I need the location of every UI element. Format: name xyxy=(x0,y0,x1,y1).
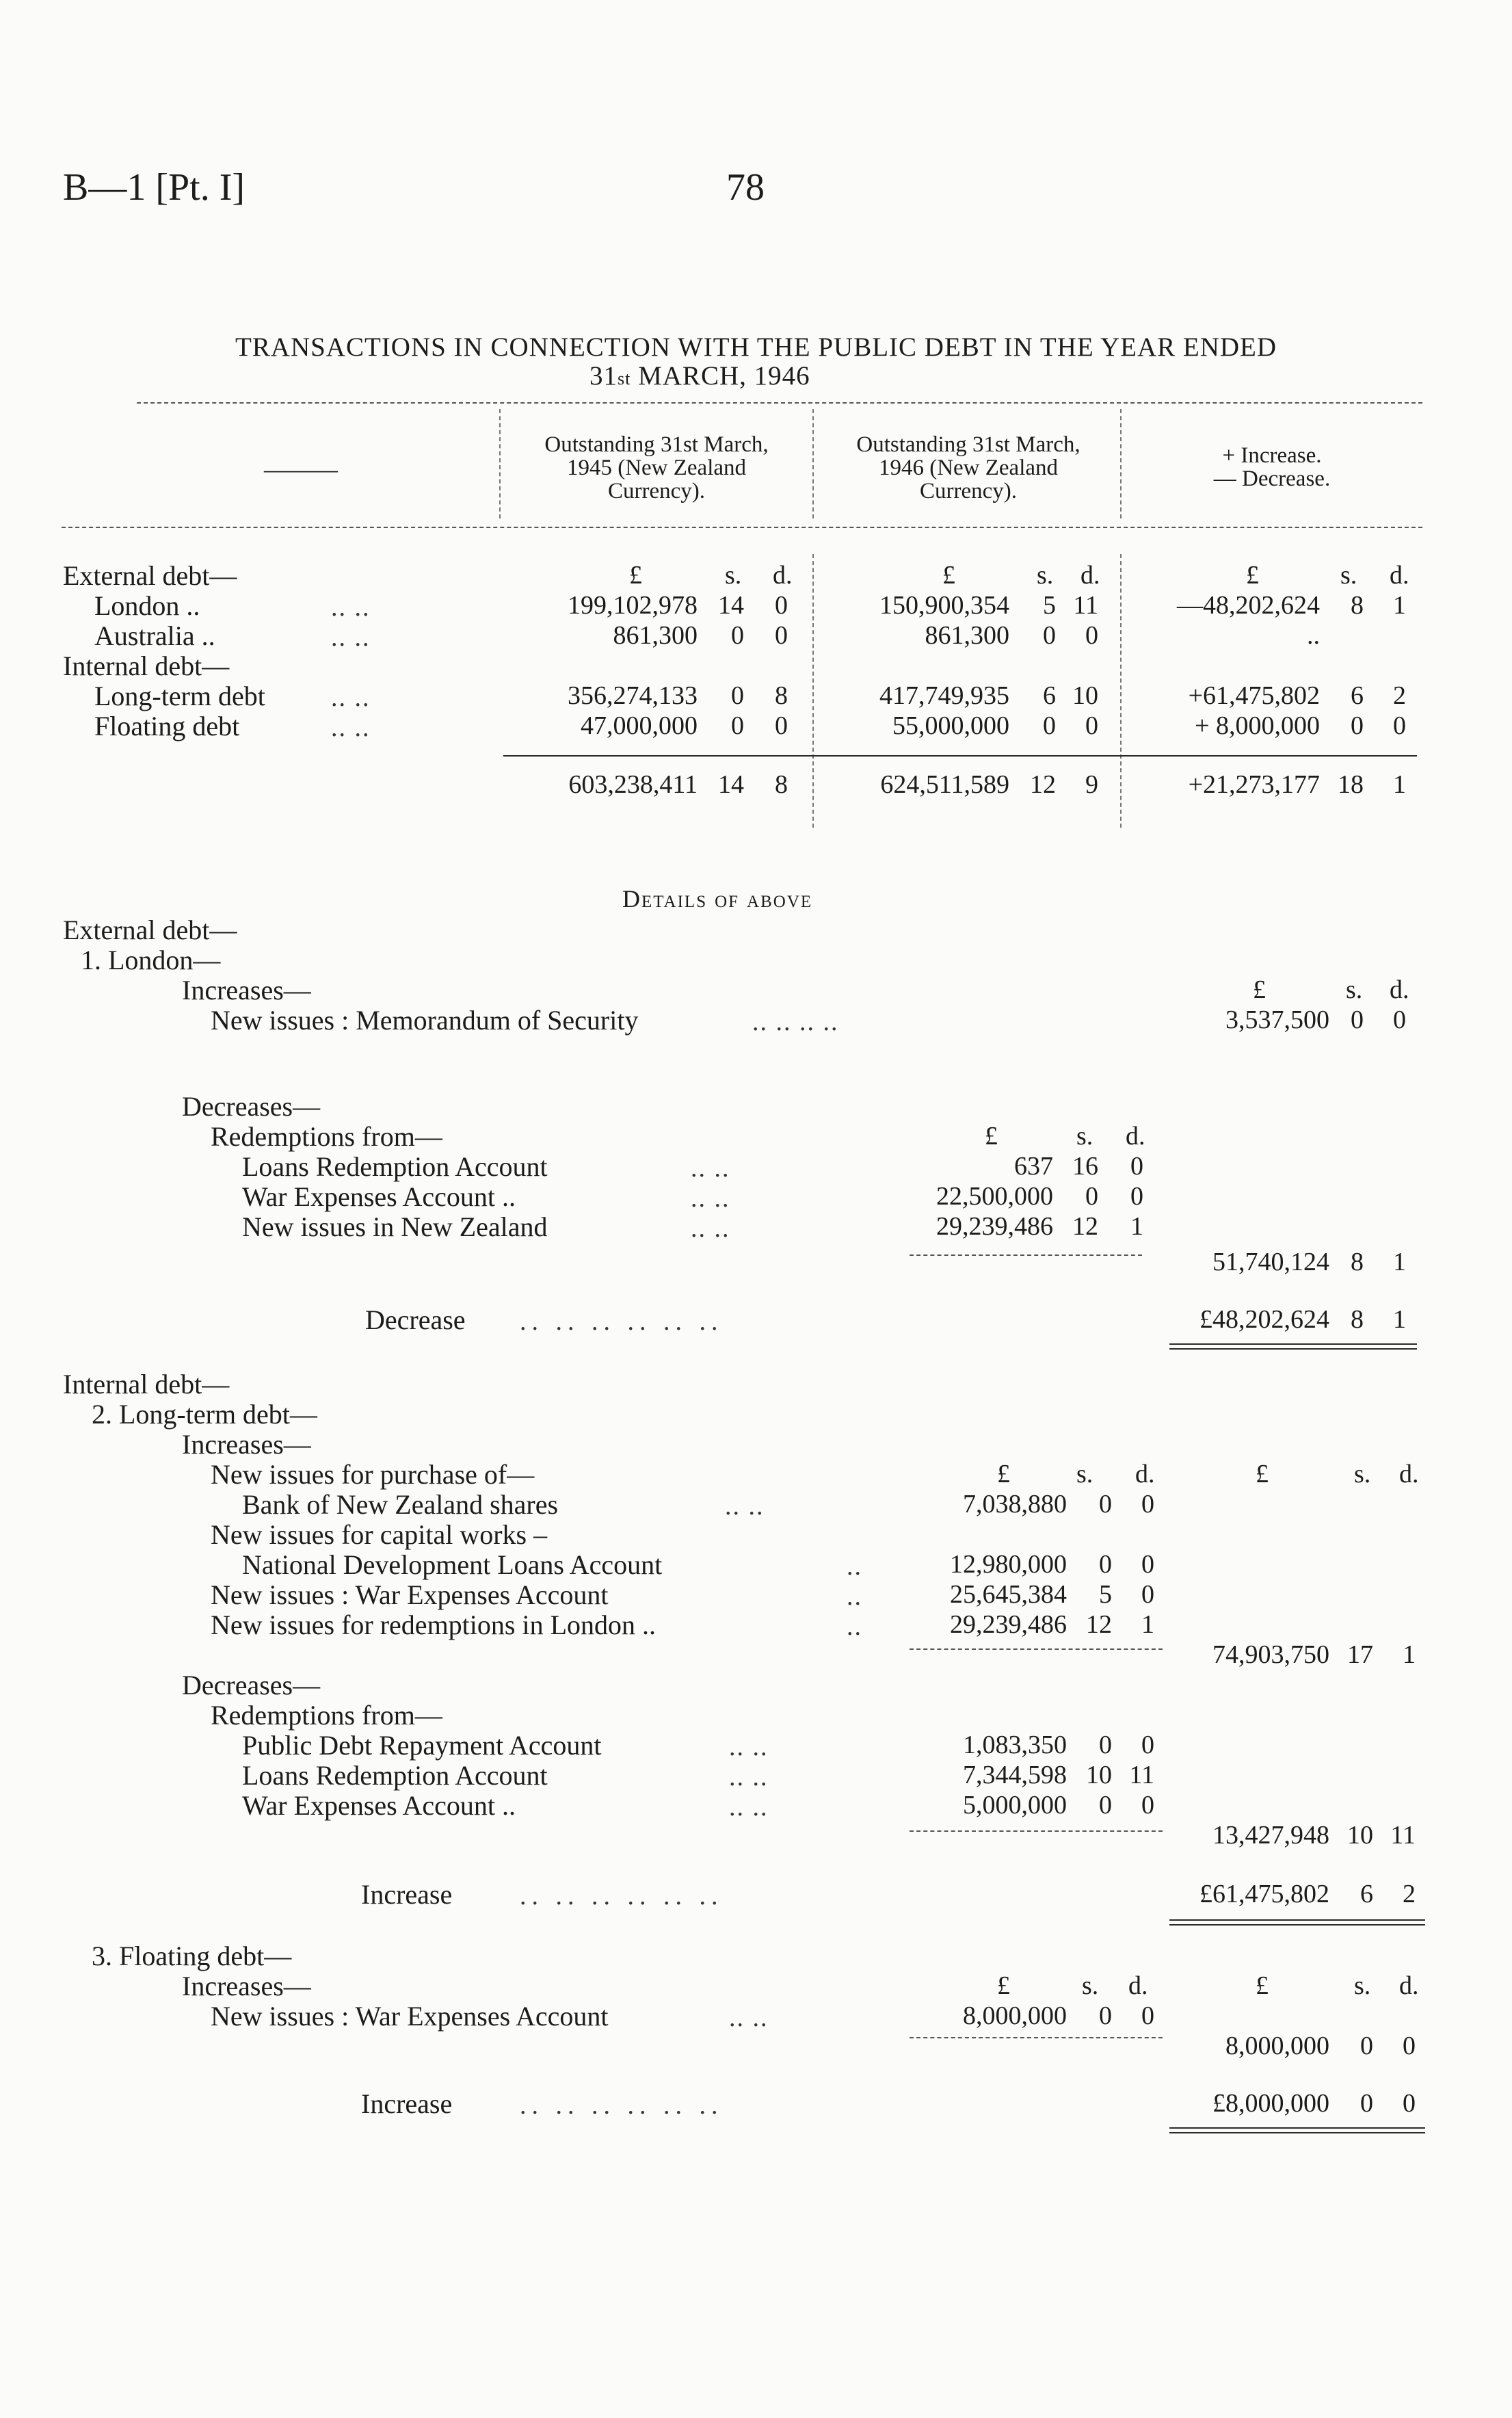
cell-amount: 417,749,935 xyxy=(879,681,1009,710)
long-term-decreases-total: 13,427,948 xyxy=(1212,1821,1329,1850)
redemption-pence: 0 xyxy=(1130,1152,1143,1181)
war-issues-shillings: 5 xyxy=(1099,1580,1112,1609)
unit-shillings: s. xyxy=(1076,1122,1093,1151)
cell-pence: 8 xyxy=(775,681,788,710)
london-new-issues-amount: 3,537,500 xyxy=(1225,1006,1329,1034)
leader-dots: .. .. xyxy=(331,623,371,652)
redemption-amount: 22,500,000 xyxy=(936,1182,1053,1211)
net-underline xyxy=(1169,1348,1417,1350)
total-change: +21,273,177 xyxy=(1188,770,1320,799)
long-term-decreases-pence: 11 xyxy=(1390,1821,1416,1850)
floating-new-issues-label: New issues : War Expenses Account xyxy=(211,2001,609,2032)
cell-shillings: 0 xyxy=(1043,711,1056,740)
row-label-internal: Internal debt— xyxy=(63,651,230,681)
london-redemptions-label: Redemptions from— xyxy=(211,1121,442,1152)
col1-header-line: 1945 (New Zealand xyxy=(566,456,747,480)
cell-shillings: 6 xyxy=(1351,681,1364,710)
long-term-increases-shillings: 17 xyxy=(1347,1640,1373,1669)
subtotal-rule xyxy=(910,1830,1163,1832)
long-term-decreases-label: Decreases— xyxy=(182,1670,321,1700)
col3-header-line: — Decrease. xyxy=(1213,466,1331,491)
cell-amount: 55,000,000 xyxy=(892,711,1009,740)
unit-shillings: s. xyxy=(1354,1460,1371,1488)
col3-header-line: + Increase. xyxy=(1222,443,1322,468)
col1-header-line: Outstanding 31st March, xyxy=(544,432,769,457)
cell-shillings: 14 xyxy=(718,591,744,620)
unit-pence: d. xyxy=(1080,561,1100,590)
london-new-issues-shillings: 0 xyxy=(1351,1006,1364,1034)
long-term-increases-total: 74,903,750 xyxy=(1212,1640,1329,1669)
unit-pound: £ xyxy=(997,1460,1010,1488)
capital-works-label: New issues for capital works – xyxy=(211,1519,548,1550)
total-pence: 8 xyxy=(775,770,788,799)
unit-pound: £ xyxy=(1246,561,1259,590)
leader-dots: .. .. xyxy=(729,1793,769,1822)
cell-change: —48,202,624 xyxy=(1177,591,1320,620)
long-term-net-shillings: 6 xyxy=(1360,1880,1373,1908)
leader-dots: .. .. xyxy=(729,2003,769,2032)
cell-shillings: 8 xyxy=(1351,591,1364,620)
floating-net-shillings: 0 xyxy=(1360,2089,1373,2118)
long-term-net-amount: £61,475,802 xyxy=(1199,1880,1329,1908)
cell-shillings: 6 xyxy=(1043,681,1056,710)
internal-debt-heading: Internal debt— xyxy=(63,1369,230,1399)
london-net-label: Decrease xyxy=(365,1304,466,1335)
unit-pound: £ xyxy=(629,561,642,590)
unit-pence: d. xyxy=(1126,1122,1145,1151)
blank-column-header: ——— xyxy=(264,456,338,483)
cell-pence: 0 xyxy=(775,711,788,740)
cell-pence: 11 xyxy=(1073,591,1098,620)
unit-pound: £ xyxy=(997,1971,1010,2000)
london-decreases-label: Decreases— xyxy=(182,1091,321,1122)
redemption-amount: 29,239,486 xyxy=(936,1212,1053,1241)
cell-pence: 1 xyxy=(1393,591,1406,620)
redemption-pence: 1 xyxy=(1130,1212,1143,1241)
col2-header-line: 1946 (New Zealand xyxy=(878,456,1059,480)
table-title-line2: 31st MARCH, 1946 xyxy=(589,361,810,391)
column-divider xyxy=(812,409,814,518)
cell-shillings: 0 xyxy=(1351,711,1364,740)
long-term-heading: 2. Long-term debt— xyxy=(92,1399,317,1430)
leader-dots: .. .. xyxy=(725,1492,765,1521)
redemption-amount: 1,083,350 xyxy=(963,1731,1067,1759)
floating-increases-shillings: 0 xyxy=(1360,2032,1373,2060)
redemption-label: Public Debt Repayment Account xyxy=(242,1730,602,1761)
total-shillings: 12 xyxy=(1030,770,1056,799)
leader-dots: .. .. .. .. .. .. xyxy=(520,1882,724,1910)
redemption-pence: 11 xyxy=(1129,1761,1154,1789)
long-term-increases-label: Increases— xyxy=(182,1429,311,1460)
unit-shillings: s. xyxy=(725,561,742,590)
total-amount: 603,238,411 xyxy=(568,770,698,799)
cell-shillings: 0 xyxy=(731,711,744,740)
header-top-rule xyxy=(137,402,1422,404)
unit-shillings: s. xyxy=(1346,975,1363,1004)
cell-amount: 199,102,978 xyxy=(568,591,698,620)
total-amount: 624,511,589 xyxy=(880,770,1009,799)
redemption-shillings: 0 xyxy=(1099,1731,1112,1759)
purchase-label: New issues for purchase of— xyxy=(211,1459,535,1490)
unit-pence: d. xyxy=(1390,975,1409,1004)
bank-shares-shillings: 0 xyxy=(1099,1490,1112,1519)
cell-shillings: 0 xyxy=(1043,621,1056,650)
cell-pence: 0 xyxy=(775,591,788,620)
table-title-line1: TRANSACTIONS IN CONNECTION WITH THE PUBLIC DEBT IN THE YEAR ENDED xyxy=(235,332,1277,362)
leader-dots: .. .. xyxy=(729,1763,769,1791)
unit-shillings: s. xyxy=(1076,1460,1093,1488)
long-term-net-label: Increase xyxy=(361,1879,453,1910)
redemption-amount: 7,344,598 xyxy=(963,1761,1067,1789)
net-underline xyxy=(1169,1343,1417,1345)
cell-amount: 150,900,354 xyxy=(879,591,1009,620)
war-issues-amount: 25,645,384 xyxy=(950,1580,1067,1609)
floating-net-pence: 0 xyxy=(1403,2089,1416,2118)
leader-dots: .. .. xyxy=(729,1733,769,1761)
row-label: Australia .. xyxy=(94,620,215,651)
war-issues-pence: 0 xyxy=(1141,1580,1154,1609)
floating-net-amount: £8,000,000 xyxy=(1212,2089,1329,2118)
leader-dots: .. xyxy=(847,1582,862,1611)
redemption-shillings: 0 xyxy=(1099,1791,1112,1819)
col2-header-line: Outstanding 31st March, xyxy=(856,432,1080,457)
ndl-label: National Development Loans Account xyxy=(242,1549,663,1580)
unit-shillings: s. xyxy=(1340,561,1357,590)
floating-new-issues-shillings: 0 xyxy=(1099,2001,1112,2030)
row-label: Long-term debt xyxy=(94,681,265,711)
long-term-increases-pence: 1 xyxy=(1403,1640,1416,1669)
unit-pence: d. xyxy=(1135,1460,1155,1488)
bank-shares-pence: 0 xyxy=(1141,1490,1154,1519)
column-divider xyxy=(499,409,501,518)
ndl-amount: 12,980,000 xyxy=(950,1550,1067,1579)
london-heading: 1. London— xyxy=(81,945,221,975)
unit-pence: d. xyxy=(1128,1971,1148,2000)
unit-pound: £ xyxy=(1253,975,1266,1004)
subtotal-rule xyxy=(910,1254,1142,1256)
london-net-amount: £48,202,624 xyxy=(1199,1305,1329,1334)
redemption-shillings: 12 xyxy=(1072,1212,1098,1241)
london-decreases-total: 51,740,124 xyxy=(1212,1248,1329,1276)
long-term-net-pence: 2 xyxy=(1403,1880,1416,1908)
cell-amount: 861,300 xyxy=(613,621,698,650)
redemption-amount: 637 xyxy=(1014,1152,1053,1181)
cell-change: + 8,000,000 xyxy=(1195,711,1320,740)
column-divider xyxy=(1120,409,1122,518)
leader-dots: .. xyxy=(847,1552,862,1581)
row-label-external: External debt— xyxy=(63,560,237,591)
cell-amount: 861,300 xyxy=(925,621,1009,650)
unit-pound: £ xyxy=(942,561,955,590)
unit-pence: d. xyxy=(1399,1971,1419,2000)
redemption-pence: 0 xyxy=(1141,1731,1154,1759)
total-rule xyxy=(503,755,1417,757)
floating-net-label: Increase xyxy=(361,2088,453,2119)
ndl-pence: 0 xyxy=(1141,1550,1154,1579)
net-underline xyxy=(1169,2127,1425,2129)
redemption-shillings: 0 xyxy=(1085,1182,1098,1211)
cell-pence: 0 xyxy=(1393,711,1406,740)
row-label: London .. xyxy=(94,590,200,621)
redemption-label: War Expenses Account .. xyxy=(242,1181,516,1212)
leader-dots: .. .. xyxy=(691,1184,730,1213)
total-pence: 9 xyxy=(1085,770,1098,799)
redemption-amount: 5,000,000 xyxy=(963,1791,1067,1819)
redemption-pence: 0 xyxy=(1141,1791,1154,1819)
col1-header-line: Currency). xyxy=(607,479,706,503)
unit-pound: £ xyxy=(1256,1460,1269,1488)
leader-dots: .. .. xyxy=(331,683,371,712)
leader-dots: .. .. .. .. .. .. xyxy=(520,1307,724,1336)
floating-heading: 3. Floating debt— xyxy=(92,1941,292,1971)
bank-shares-label: Bank of New Zealand shares xyxy=(242,1489,559,1520)
leader-dots: .. .. xyxy=(331,593,371,622)
unit-shillings: s. xyxy=(1037,561,1054,590)
cell-shillings: 5 xyxy=(1043,591,1056,620)
leader-dots: .. .. xyxy=(691,1214,730,1243)
floating-increases-total: 8,000,000 xyxy=(1225,2032,1329,2060)
cell-shillings: 0 xyxy=(731,681,744,710)
total-shillings: 14 xyxy=(718,770,744,799)
redemption-label: War Expenses Account .. xyxy=(242,1790,516,1821)
london-decreases-shillings: 8 xyxy=(1351,1248,1364,1276)
redemption-issues-label: New issues for redemptions in London .. xyxy=(211,1609,656,1640)
cell-shillings: 0 xyxy=(731,621,744,650)
redemption-shillings: 10 xyxy=(1086,1761,1112,1789)
unit-pence: d. xyxy=(773,561,793,590)
column-divider xyxy=(812,554,814,828)
subtotal-rule xyxy=(910,2037,1163,2038)
net-underline xyxy=(1169,1919,1425,1921)
leader-dots: .. .. .. .. xyxy=(752,1008,839,1036)
redemption-issues-shillings: 12 xyxy=(1086,1610,1112,1639)
leader-dots: .. .. xyxy=(331,713,371,742)
unit-shillings: s. xyxy=(1082,1971,1099,2000)
unit-pound: £ xyxy=(985,1122,998,1151)
external-debt-heading: External debt— xyxy=(63,915,237,945)
cell-amount: 356,274,133 xyxy=(568,681,698,710)
redemption-pence: 0 xyxy=(1130,1182,1143,1211)
cell-pence: 10 xyxy=(1072,681,1098,710)
london-new-issues-pence: 0 xyxy=(1393,1006,1406,1034)
floating-increases-pence: 0 xyxy=(1403,2032,1416,2060)
redemption-issues-pence: 1 xyxy=(1141,1610,1154,1639)
redemption-shillings: 16 xyxy=(1072,1152,1098,1181)
redemption-label: New issues in New Zealand xyxy=(242,1211,548,1242)
redemption-issues-amount: 29,239,486 xyxy=(950,1610,1067,1639)
long-term-decreases-shillings: 10 xyxy=(1347,1821,1373,1850)
cell-amount: 47,000,000 xyxy=(581,711,698,740)
row-label: Floating debt xyxy=(94,711,240,741)
unit-pence: d. xyxy=(1399,1460,1419,1488)
floating-increases-label: Increases— xyxy=(182,1971,311,2001)
long-term-redemptions-label: Redemptions from— xyxy=(211,1700,442,1731)
net-underline xyxy=(1169,1924,1425,1926)
page-number: 78 xyxy=(726,166,765,209)
header-bottom-rule xyxy=(62,527,1422,528)
london-increases-label: Increases— xyxy=(182,975,311,1006)
london-decreases-pence: 1 xyxy=(1393,1248,1406,1276)
london-net-shillings: 8 xyxy=(1351,1305,1364,1334)
leader-dots: .. .. .. .. .. .. xyxy=(520,2091,724,2120)
col2-header-line: Currency). xyxy=(919,479,1018,503)
unit-pence: d. xyxy=(1390,561,1409,590)
ndl-shillings: 0 xyxy=(1099,1550,1112,1579)
leader-dots: .. .. xyxy=(691,1154,730,1183)
london-new-issues-label: New issues : Memorandum of Security xyxy=(211,1005,639,1036)
cell-pence: 0 xyxy=(1085,621,1098,650)
subtotal-rule xyxy=(910,1648,1163,1650)
redemption-label: Loans Redemption Account xyxy=(242,1760,548,1791)
redemption-label: Loans Redemption Account xyxy=(242,1151,548,1182)
total-shillings: 18 xyxy=(1338,770,1364,799)
net-underline xyxy=(1169,2132,1425,2133)
unit-shillings: s. xyxy=(1354,1971,1371,2000)
total-pence: 1 xyxy=(1393,770,1406,799)
cell-pence: 2 xyxy=(1393,681,1406,710)
series-reference: B—1 [Pt. I] xyxy=(63,166,245,209)
london-net-pence: 1 xyxy=(1393,1305,1406,1334)
leader-dots: .. xyxy=(847,1612,862,1641)
bank-shares-amount: 7,038,880 xyxy=(963,1490,1067,1519)
cell-pence: 0 xyxy=(1085,711,1098,740)
floating-new-issues-pence: 0 xyxy=(1141,2001,1154,2030)
cell-change: +61,475,802 xyxy=(1188,681,1320,710)
cell-change: .. xyxy=(1307,621,1320,650)
cell-pence: 0 xyxy=(775,621,788,650)
floating-new-issues-amount: 8,000,000 xyxy=(963,2001,1067,2030)
unit-pound: £ xyxy=(1256,1971,1269,2000)
war-issues-label: New issues : War Expenses Account xyxy=(211,1579,609,1610)
details-heading: Details of above xyxy=(622,885,813,912)
